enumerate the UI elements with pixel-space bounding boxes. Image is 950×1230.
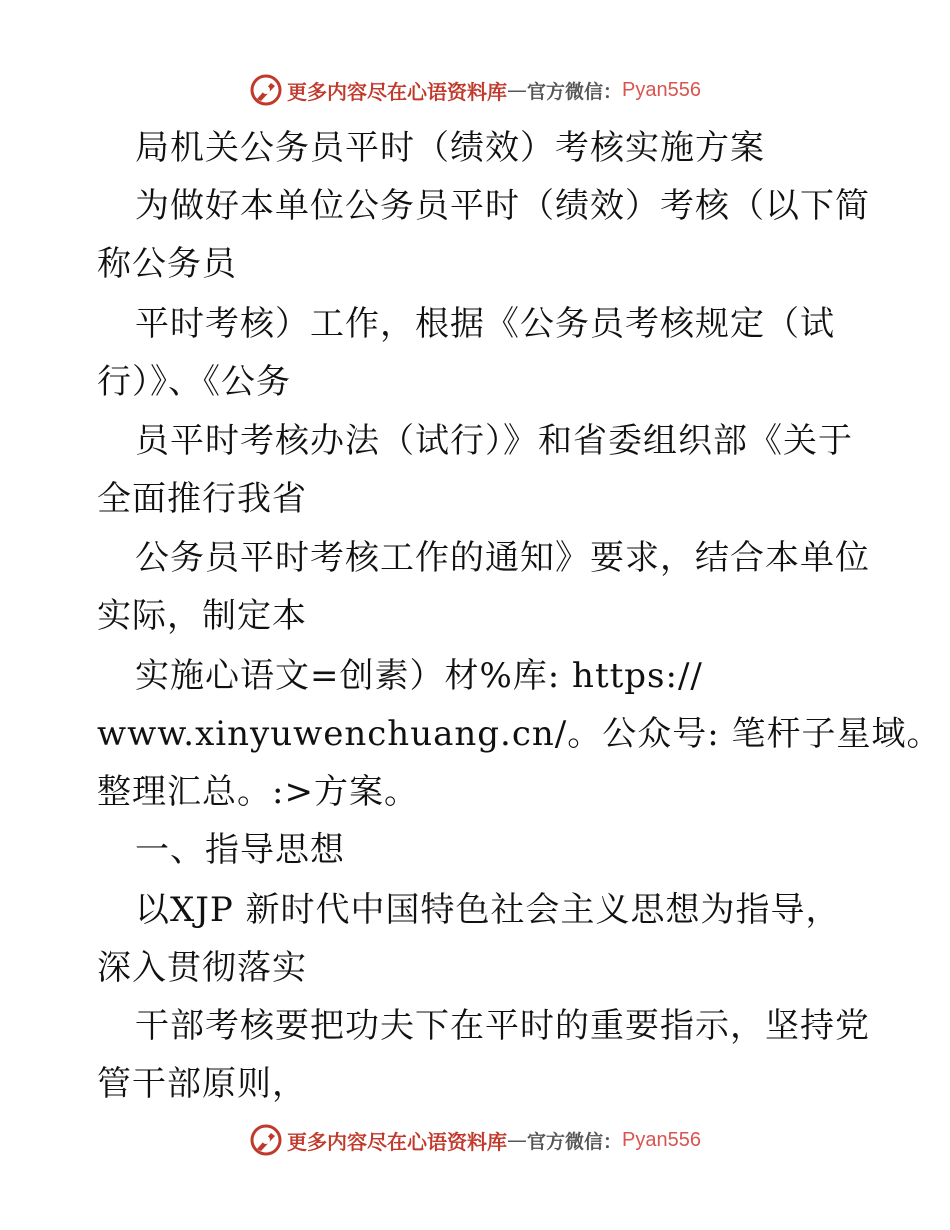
banner-wechat-id: Pyan556 — [622, 1128, 701, 1151]
doc-paragraph-line: 全面推行我省 — [97, 479, 307, 519]
banner-wechat-label: 官方微信： — [527, 80, 623, 103]
footer-banner — [0, 1120, 950, 1160]
banner-text: 更多内容尽在心语资料库 — [287, 79, 507, 104]
doc-paragraph-line: www.xinyuwenchuang.cn/。公众号: 笔杆子星域。 — [97, 714, 942, 754]
banner-text: 更多内容尽在心语资料库 — [287, 1129, 507, 1154]
doc-paragraph-line: 行）》、《公务 — [97, 362, 291, 402]
banner-dash: — — [507, 1128, 527, 1152]
pen-logo-icon — [249, 1123, 283, 1157]
doc-paragraph-line: 平时考核）工作，根据《公务员考核规定（试 — [135, 304, 835, 344]
banner-dash: — — [507, 78, 527, 102]
doc-paragraph-line: 整理汇总。:>方案。 — [97, 772, 419, 812]
doc-paragraph-line: 深入贯彻落实 — [97, 948, 307, 988]
doc-paragraph-line: 称公务员 — [97, 244, 237, 284]
doc-title: 局机关公务员平时（绩效）考核实施方案 — [135, 128, 765, 168]
doc-paragraph-line: 实施心语文=创素）材%库: https:// — [135, 656, 703, 696]
doc-paragraph-line: 员平时考核办法（试行）》和省委组织部《关于 — [135, 421, 853, 461]
doc-paragraph-line: 实际，制定本 — [97, 596, 307, 636]
banner-wechat-id: Pyan556 — [622, 78, 701, 101]
doc-paragraph-line: 以XJP 新时代中国特色社会主义思想为指导， — [135, 890, 841, 930]
doc-paragraph-line: 管干部原则， — [97, 1064, 307, 1104]
doc-paragraph-line: 公务员平时考核工作的通知》要求，结合本单位 — [135, 538, 870, 578]
pen-logo-icon — [249, 73, 283, 107]
doc-paragraph-line: 干部考核要把功夫下在平时的重要指示，坚持党 — [135, 1006, 870, 1046]
banner-wechat-label: 官方微信： — [527, 1130, 623, 1153]
header-banner — [0, 70, 950, 110]
section-heading: 一、指导思想 — [135, 830, 345, 870]
doc-paragraph-line: 为做好本单位公务员平时（绩效）考核（以下简 — [135, 186, 870, 226]
